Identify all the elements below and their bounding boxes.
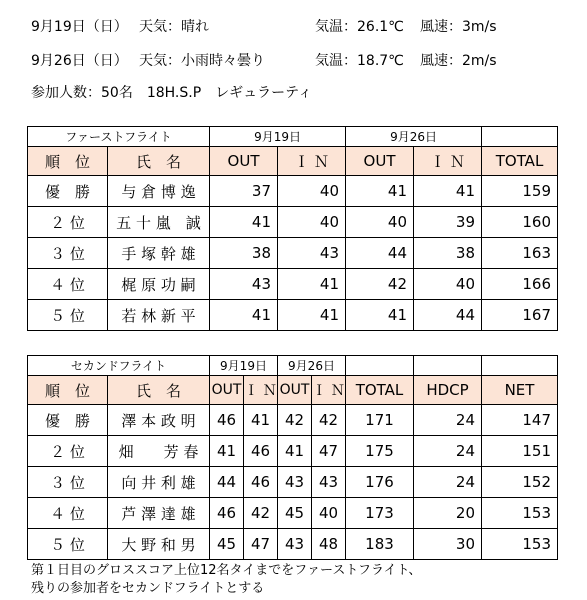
rank: ２ 位 [28, 207, 108, 238]
rank: ３ 位 [28, 467, 108, 498]
score-in1: 47 [244, 529, 278, 560]
score-out1: 41 [210, 436, 244, 467]
table-row [28, 207, 558, 238]
score-in2: 40 [414, 269, 482, 300]
score-out2: 42 [278, 405, 312, 436]
second-flight-subheader [28, 356, 558, 376]
score-total: 176 [346, 467, 414, 498]
day2-weather: 天気：小雨時々曇り [139, 53, 265, 69]
score-out1: 41 [210, 300, 278, 331]
rank: ５ 位 [28, 300, 108, 331]
score-in1: 40 [278, 207, 346, 238]
score-out2: 42 [346, 269, 414, 300]
day1-wind: 風速：3m/s [420, 19, 497, 35]
second-empty-cell [482, 356, 558, 376]
score-in2: 43 [312, 467, 346, 498]
score-hdcp: 20 [414, 498, 482, 529]
header-out1: OUT [210, 147, 278, 176]
score-out2: 41 [278, 436, 312, 467]
score-in1: 41 [244, 405, 278, 436]
rank: ５ 位 [28, 529, 108, 560]
day2-date: 9月26日（日） [31, 53, 128, 69]
player-name: 大 野 和 男 [108, 529, 210, 560]
score-hdcp: 30 [414, 529, 482, 560]
score-total: 160 [482, 207, 558, 238]
score-total: 183 [346, 529, 414, 560]
score-net: 153 [482, 529, 558, 560]
player-name: 澤 本 政 明 [108, 405, 210, 436]
day1-weather: 天気：晴れ [139, 19, 209, 35]
score-in1: 41 [278, 269, 346, 300]
score-total: 175 [346, 436, 414, 467]
score-in1: 42 [244, 498, 278, 529]
note-line-1: 第１日目のグロススコア上位12名タイまでをファーストフライト、 [31, 563, 422, 578]
second-date2: 9月26日 [278, 356, 346, 376]
score-out1: 45 [210, 529, 244, 560]
score-net: 147 [482, 405, 558, 436]
player-name: 与 倉 博 逸 [108, 176, 210, 207]
score-out2: 43 [278, 467, 312, 498]
score-in1: 46 [244, 436, 278, 467]
table-row [28, 467, 558, 498]
first-date2: 9月26日 [346, 127, 482, 147]
score-in2: 48 [312, 529, 346, 560]
table-row [28, 176, 558, 207]
header-out2: OUT [346, 147, 414, 176]
rank: 優 勝 [28, 176, 108, 207]
table-row [28, 269, 558, 300]
score-out1: 46 [210, 405, 244, 436]
score-in1: 43 [278, 238, 346, 269]
first-empty-cell [482, 127, 558, 147]
header-name: 氏 名 [108, 376, 210, 405]
score-out1: 44 [210, 467, 244, 498]
table-row [28, 405, 558, 436]
score-total: 167 [482, 300, 558, 331]
player-name: 五 十 嵐 誠 [108, 207, 210, 238]
score-out1: 38 [210, 238, 278, 269]
rank: 優 勝 [28, 405, 108, 436]
player-name: 芦 澤 達 雄 [108, 498, 210, 529]
table-row [28, 300, 558, 331]
first-flight-title: ファーストフライト [28, 127, 210, 147]
score-in2: 38 [414, 238, 482, 269]
header-name: 氏 名 [108, 147, 210, 176]
score-in1: 41 [278, 300, 346, 331]
header-in2: Ｉ Ｎ [312, 376, 346, 405]
header-total: TOTAL [346, 376, 414, 405]
score-out2: 43 [278, 529, 312, 560]
header-out2: OUT [278, 376, 312, 405]
header-rank: 順 位 [28, 147, 108, 176]
score-in2: 41 [414, 176, 482, 207]
header-in1: Ｉ Ｎ [244, 376, 278, 405]
score-in2: 47 [312, 436, 346, 467]
day1-temp: 気温：26.1℃ [315, 19, 404, 35]
table-row [28, 436, 558, 467]
second-flight-table [27, 355, 558, 560]
header-out1: OUT [210, 376, 244, 405]
score-hdcp: 24 [414, 467, 482, 498]
score-total: 166 [482, 269, 558, 300]
rank: ４ 位 [28, 269, 108, 300]
table-row [28, 498, 558, 529]
rank: ２ 位 [28, 436, 108, 467]
second-date1: 9月19日 [210, 356, 278, 376]
score-out2: 45 [278, 498, 312, 529]
score-out2: 41 [346, 176, 414, 207]
score-net: 153 [482, 498, 558, 529]
player-name: 向 井 利 雄 [108, 467, 210, 498]
rank: ４ 位 [28, 498, 108, 529]
day1-date: 9月19日（日） [31, 19, 128, 35]
participants-info: 参加人数：50名 18H.S.P レギュラーティ [31, 85, 313, 101]
score-total: 159 [482, 176, 558, 207]
first-flight-subheader [28, 127, 558, 147]
score-in2: 44 [414, 300, 482, 331]
first-date1: 9月19日 [210, 127, 346, 147]
first-flight-table [27, 126, 558, 331]
score-total: 173 [346, 498, 414, 529]
header-net: NET [482, 376, 558, 405]
first-flight-header-row [28, 147, 558, 176]
score-out2: 41 [346, 300, 414, 331]
score-net: 151 [482, 436, 558, 467]
header-total: TOTAL [482, 147, 558, 176]
rank: ３ 位 [28, 238, 108, 269]
score-in1: 40 [278, 176, 346, 207]
score-out1: 46 [210, 498, 244, 529]
header-in2: Ｉ Ｎ [414, 147, 482, 176]
table-row [28, 238, 558, 269]
header-hdcp: HDCP [414, 376, 482, 405]
score-total: 171 [346, 405, 414, 436]
score-total: 163 [482, 238, 558, 269]
header-in1: Ｉ Ｎ [278, 147, 346, 176]
score-hdcp: 24 [414, 436, 482, 467]
score-net: 152 [482, 467, 558, 498]
note-line-2: 残りの参加者をセカンドフライトとする [31, 581, 265, 596]
second-flight-header-row [28, 376, 558, 405]
player-name: 畑 芳 春 [108, 436, 210, 467]
second-flight-title: セカンドフライト [28, 356, 210, 376]
score-in1: 46 [244, 467, 278, 498]
table-row [28, 529, 558, 560]
second-empty-cell [346, 356, 414, 376]
score-hdcp: 24 [414, 405, 482, 436]
score-in2: 39 [414, 207, 482, 238]
player-name: 梶 原 功 嗣 [108, 269, 210, 300]
score-in2: 42 [312, 405, 346, 436]
score-out1: 41 [210, 207, 278, 238]
score-out1: 43 [210, 269, 278, 300]
score-in2: 40 [312, 498, 346, 529]
player-name: 若 林 新 平 [108, 300, 210, 331]
header-rank: 順 位 [28, 376, 108, 405]
second-empty-cell [414, 356, 482, 376]
score-out2: 44 [346, 238, 414, 269]
score-out2: 40 [346, 207, 414, 238]
day2-wind: 風速：2m/s [420, 53, 497, 69]
player-name: 手 塚 幹 雄 [108, 238, 210, 269]
day2-temp: 気温：18.7℃ [315, 53, 404, 69]
score-out1: 37 [210, 176, 278, 207]
